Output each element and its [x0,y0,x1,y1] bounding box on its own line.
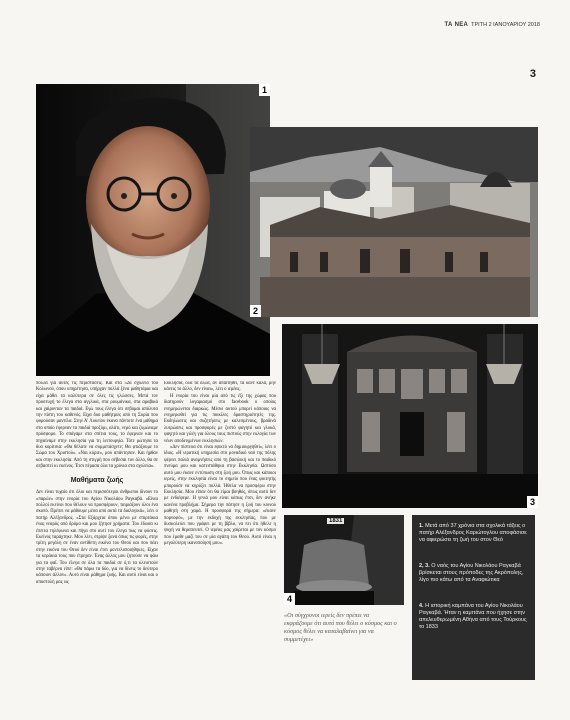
article-paragraph: πολλά για αυτές τις περιστάσεις. Και στα 52α σχολείο του Κολωνού, όπου υπηρέτησα, υπήρχαν πολλά ξένα μαθητάρια και είχα μάθει τα καλύτερα σε όλες τις γλώσσες. Μετά τον προσευχή το έλεγα στα αγγλικά, στα ρουμάνικα, στα αραβικά και χαίρονταν τα παιδιά. Εγώ τους έλεγα ότι σεβομαι απόλυτα την πίστη του καθενός. Είχα δυο μαθήτριες από τη Συρία που φορούσαν μαντίλα. Στην Α' Λυκείου έκανα πάντοτε ένα μάθημα στο οποίο έφερναν τα παιδιά προζύμι, αλάτι, νερό και ζυμώναμε πρόσφορο. Το σπάγαμε στα σπίτια τους, το έφερναν και το πηγαίναμε στην εκκλησία για τη λειτουργία. Τότε ρώτησα τα δυο κορίτσια: «Θα θέλατε να συμμετάσχετε; Θα φτιάξουμε το Σώμα του Χριστού». «Ναι κύριε», μου απάντησαν. Και ήρθαν και στην εκκλησία. Από τη στιγμή που σέβεσαι τον άλλο, θα σε σεβαστεί κι εκείνος. Έτσι πέρασα όλα τα χρόνια στα σχολεία». [36,381,158,470]
page-number: 3 [529,68,536,80]
section-subheading: Μαθήματα ζωής [70,476,124,484]
caption-2-3: 2, 3. Ο ναός του Αγίου Νικολάου Ραγκαβά βρίσκεται στους πρόποδες της Ακρόπολης, λίγο πιο κάτω από τα Αναφιώτικα [419,563,524,583]
article-paragraph: Δεν είναι τυχαίο ότι όλοι και περισσότεροι άνθρωποι δίνουν το «παρών» στην ενορία του Αγίου Νικολάου Ραγκαβά. «Είναι πολλοί εκείνοι που θέλουν να προσφέρουν, ταιριάζουν όλοι ένα σκοπό. Πρέπει να μάθουμε μέσα από αυτά τα διαλογικά», λέει ο πατήρ Αλέξανδρος. «Στα Εξάρχεια όπου μένω με σπιρτάκια ένας νεαρός από δρόμο και μου ζήτησε χρήματα. Του έδωσα κι έπειτα τηλέφωνα και πήγα στο αυτί του έλεγα πως να φύσεις. Εκείνος ταράχτηκε. Μου λέει, στρίψε ξανά όπως τις φορές, στην τρίτη μεγάλη σε έναν αντίθετη εικόνα του Θεού και που πάει στην εικόνα του Θεού δεν είναι έτσι μοντελοποιήθηκες. Είχαν τα κεράκια τους που έτρεχαν. Ένας άλλος μου ζητούσε να φάω για τα φαΐ. Του έλεγα σε όλα τα παιδιά σε ό,τι τα κλειστούν στην ταβέρνα είπε: «Θα πάρω τα δύο, για να δίνεις το δεύτερο κάποιον άλλον». Αυτό είναι μάθημα ζωής. Και αυτό είναι και ο αποστολή μας ως [36,490,158,585]
issue-date: ΤΡΙΤΗ 2 ΙΑΝΟΥΑΡΙΟΥ 2018 [471,22,540,28]
article-column-2 [164,381,276,681]
article-column-1 [36,381,158,681]
priest-portrait-photo [36,84,270,376]
article-paragraph: «Δεν πίστευα ότι είναι εφικτό να δημιουργηθεί», λέει ο ίδιος. «Η ιερατική υπηρεσία στο μοναδικό ναό της πόλης φέρνει παλιά αναμνήσεις από τη βασιλική και το παιδικό πνεύμα μου και κατεστάθηκα στην Εκκλησία. Ωστόσο αυτό μου έκανε εντύπωση στη ζωή μου. Όπως και κάποιοι ιερείς, στην εκκλησία είναι το σημείο που ένας φοιτητής μπορούσε να κηρύξει πολλά. Ήθελα να προσφέρω στην Εκκλησία. Μου είπαν ότι θα είμαι βοηθός, όπως αυτό δεν με ενδιέφερε. Η γενιά μου είναι κάπως έτσι, δεν ανήκε κανένα προβλήμα. Σήμερα την πάτησε η ζωή του κοινού μαθητή στη χαρά. Η προσφορά της σήμερα: «έκανε πορνοφό», με την εκδοχή της εκκλησίας, που με δυσκολεύει που γράφει με τη βίβλο, να πει ότι ήθελε η ψυχή να θεραπευτεί. Ο ιερέας μας χαίρεται με τον κόσμο που έμαθε μαζί του σε μία αγάπη του Θεού. Αυτό είναι η μεγαλύτερη ικανοποίησή μου». [164,445,276,547]
historic-bell-photo [284,515,404,605]
photo-number-3: 3 [527,496,538,508]
photo-captions-box [412,515,535,680]
page-header [444,22,540,28]
priest-portrait-image [36,84,270,376]
photo-number-2: 2 [250,305,261,317]
article-paragraph: Εκκλησία, όλα τα άλλα, αν απαιτηθεί, τα κάνε καλά, μην κάνεις το άλλο, δεν είναι», λέει ο ιερέας. [164,381,276,393]
newspaper-name: ΤΑ ΝΕΑ [444,22,469,28]
church-exterior-image [250,127,538,317]
church-exterior-photo [250,127,538,317]
article-paragraph: Η ενορία του είναι μία από τις έξι της χώρας που διατηρούν λογαριασμό στο facebook ο οποίος ενημερώνεται διαρκώς. Μέσω αυτού μπορεί κάποιος να ενημερωθεί για τις ποικίλες δραστηριότητές της. Εκδηλώσεις και συζητήσεις με καλεσμένους, βραδινά λυτρώσεις και προσφορές με ζεστό φαγητό και γλυκά, φαγητό και γιλέγ για όλους τους πιστούς στην ευλογία των νέων αποδειγμένων εκκλησιών. [164,393,276,444]
caption-4: 4. Η ιστορική καμπάνα του Αγίου Νικολάου Ραγκαβά. Ήταν η καμπάνα που ήχησε στην απελευθερωμένη Αθήνα από τους Τούρκους το 1833 [419,603,527,630]
photo-number-4: 4 [284,593,295,605]
historic-bell-image [284,515,404,605]
church-interior-photo [282,324,538,508]
photo-number-1: 1 [259,84,270,96]
pull-quote: «Οι σύγχρονοι ιερείς δεν πρέπει να εκφράζουμε ότι αυτό που θέλει ο κόσμος και ο κόσμος θέλει να καταλαβαίνει για να συμμετέχει» [284,612,397,643]
caption-1: 1. Μετά από 37 χρόνια στα σχολικά τάξεις ο πατήρ Αλέξανδρος Καριώτογλου αποφάσισε να αφιερώσει τη ζωή του στον Θεό [419,523,527,543]
church-interior-image [282,324,538,508]
bell-year-plaque: 1831 [329,518,343,524]
